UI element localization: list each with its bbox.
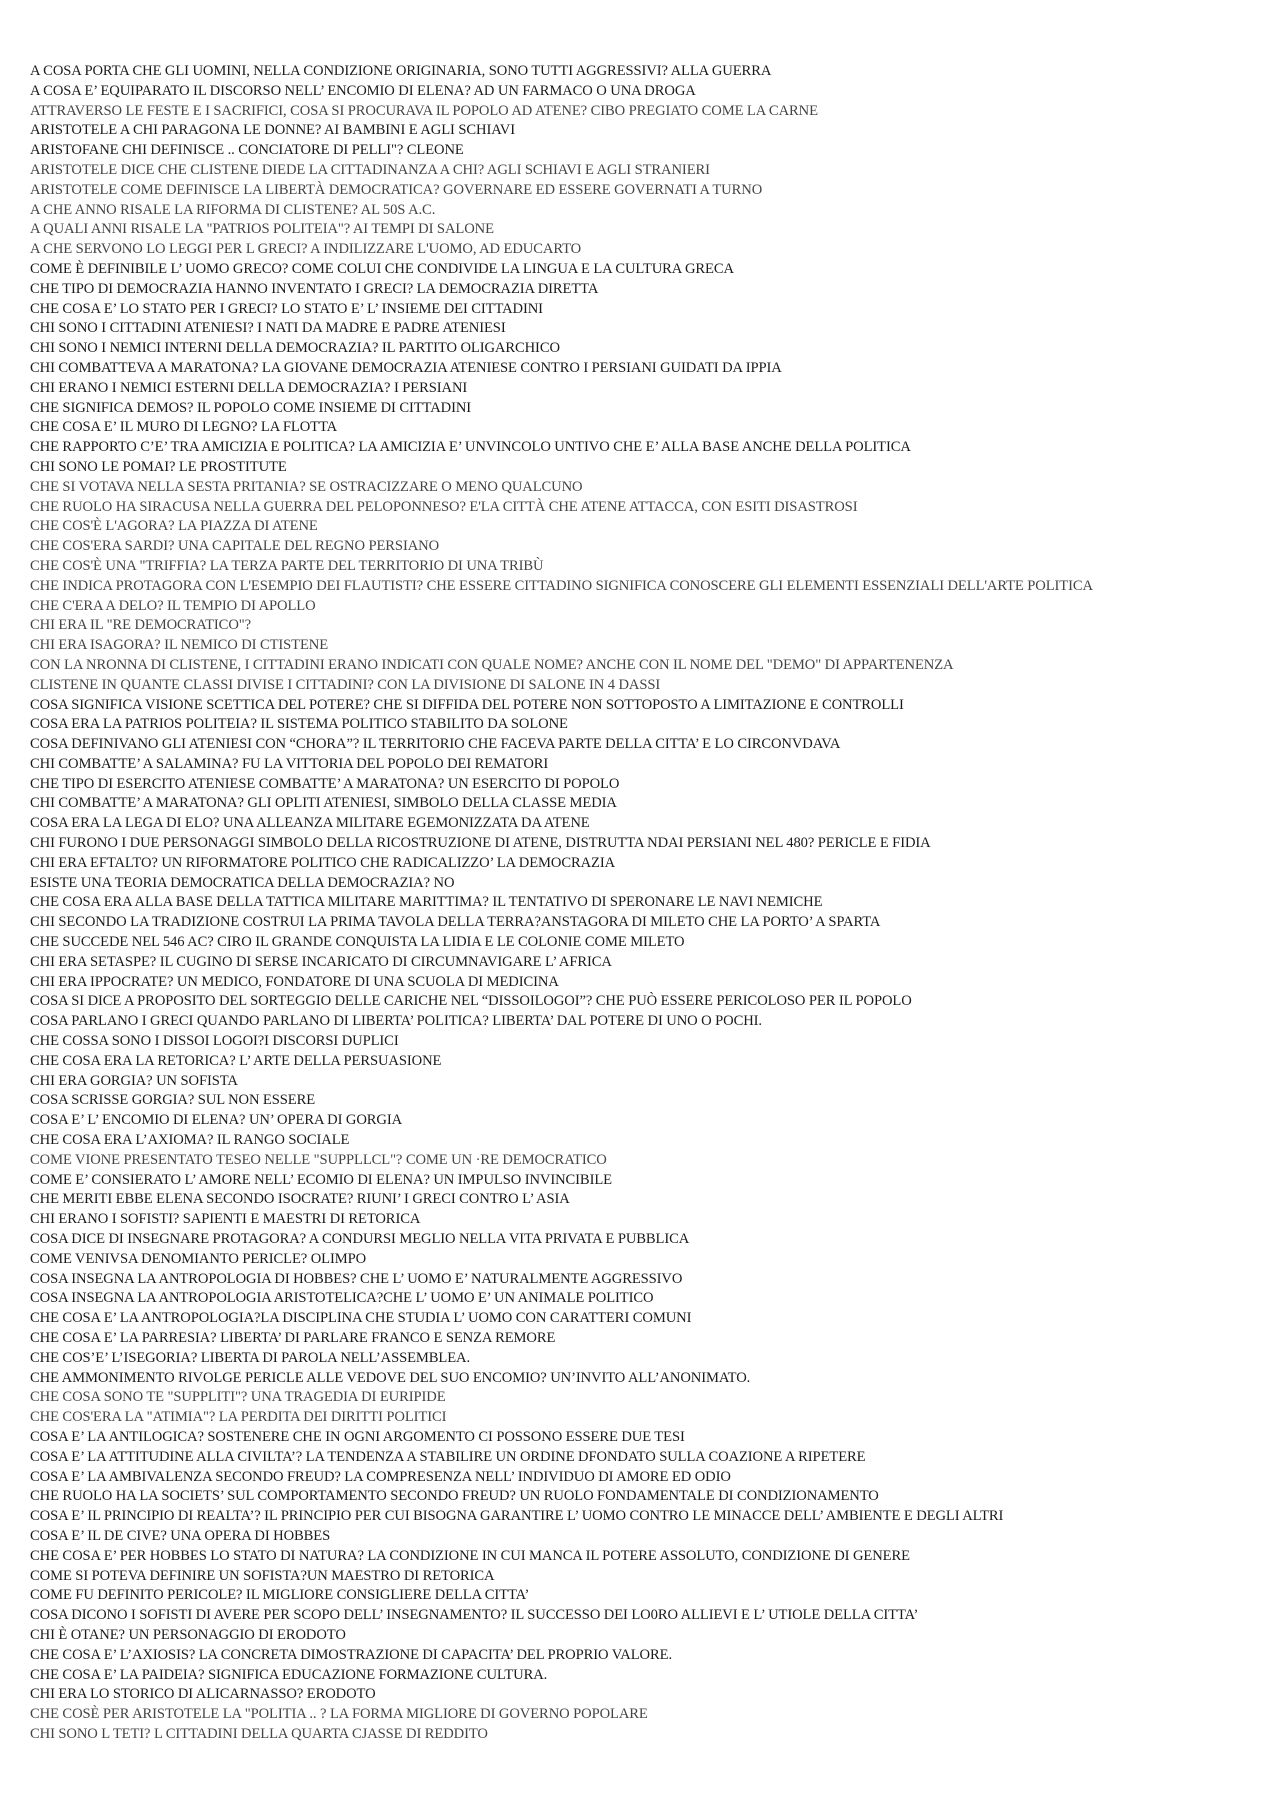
text-line: CHE COSA E’ IL MURO DI LEGNO? LA FLOTTA bbox=[30, 419, 338, 436]
text-line: COSA ERA LA PATRIOS POLITEIA? IL SISTEMA POLITICO STABILITO DA SOLONE bbox=[30, 716, 568, 733]
text-line: CHI ERA SETASPE? IL CUGINO DI SERSE INCARICATO DI CIRCUMNAVIGARE L’ AFRICA bbox=[30, 953, 612, 970]
text-line: CHE COSSA SONO I DISSOI LOGOI?I DISCORSI DUPLICI bbox=[30, 1033, 399, 1050]
text-line: CHE COS'ERA SARDI? UNA CAPITALE DEL REGNO PERSIANO bbox=[30, 538, 440, 555]
text-line: CHI ERA IPPOCRATE? UN MEDICO, FONDATORE DI UNA SCUOLA DI MEDICINA bbox=[30, 973, 559, 990]
text-line: CHE RUOLO HA SIRACUSA NELLA GUERRA DEL PELOPONNESO? E'LA CITTÀ CHE ATENE ATTACCA, CON ESITI DISASTROSI bbox=[30, 498, 858, 515]
text-line: CON LA NRONNA DI CLISTENE, I CITTADINI ERANO INDICATI CON QUALE NOME? ANCHE CON IL NOME DEL "DEMO" DI APPARTENENZA bbox=[30, 656, 954, 673]
text-line: COSA DICE DI INSEGNARE PROTAGORA? A CONDURSI MEGLIO NELLA VITA PRIVATA E PUBBLICA bbox=[30, 1231, 690, 1248]
text-line: CHI ERA ISAGORA? IL NEMICO DI CTISTENE bbox=[30, 637, 329, 654]
text-line: COSA E’ LA ANTILOGICA? SOSTENERE CHE IN OGNI ARGOMENTO CI POSSONO ESSERE DUE TESI bbox=[30, 1428, 685, 1445]
text-line: CHE SIGNIFICA DEMOS? IL POPOLO COME INSIEME DI CITTADINI bbox=[30, 399, 472, 416]
text-line: ATTRAVERSO LE FESTE E I SACRIFICI, COSA SI PROCURAVA IL POPOLO AD ATENE? CIBO PREGIATO COME LA CARNE bbox=[30, 102, 818, 119]
text-line: CHI FURONO I DUE PERSONAGGI SIMBOLO DELLA RICOSTRUZIONE DI ATENE, DISTRUTTA NDAI PERSIANI NEL 480? PERICLE E FIDIA bbox=[30, 835, 931, 852]
text-line: CHE COS'ERA LA "ATIMIA"? LA PERDITA DEI DIRITTI POLITICI bbox=[30, 1409, 447, 1426]
text-line: CHE COS’E’ L’ISEGORIA? LIBERTA DI PAROLA NELL’ASSEMBLEA. bbox=[30, 1349, 471, 1366]
text-line: CHI SONO L TETI? L CITTADINI DELLA QUARTA CJASSE DI REDDITO bbox=[30, 1725, 488, 1742]
text-line: CHE COSA E’ LA ANTROPOLOGIA?LA DISCIPLINA CHE STUDIA L’ UOMO CON CARATTERI COMUNI bbox=[30, 1310, 692, 1327]
text-line: COSA DICONO I SOFISTI DI AVERE PER SCOPO DELL’ INSEGNAMENTO? IL SUCCESSO DEI LO0RO ALLIEVI E L’ UTIOLE DELLA CITTA’ bbox=[30, 1607, 919, 1624]
text-line: CHE COSA ERA ALLA BASE DELLA TATTICA MILITARE MARITTIMA? IL TENTATIVO DI SPERONARE LE NAVI NEMICHE bbox=[30, 894, 823, 911]
text-line: COSA E’ LA AMBIVALENZA SECONDO FREUD? LA COMPRESENZA NELL’ INDIVIDUO DI AMORE ED ODIO bbox=[30, 1468, 731, 1485]
text-line: CHE COS'È UNA "TRIFFIA? LA TERZA PARTE DEL TERRITORIO DI UNA TRIBÙ bbox=[30, 557, 544, 574]
text-line: CHE COSA SONO TE "SUPPLITI"? UNA TRAGEDIA DI EURIPIDE bbox=[30, 1389, 446, 1406]
text-line: CHE TIPO DI ESERCITO ATENIESE COMBATTE’ A MARATONA? UN ESERCITO DI POPOLO bbox=[30, 775, 620, 792]
document-page bbox=[30, 62, 1255, 1745]
text-line: COSA DEFINIVANO GLI ATENIESI CON “CHORA”? IL TERRITORIO CHE FACEVA PARTE DELLA CITTA’ E LO CIRCONVDAVA bbox=[30, 736, 841, 753]
text-line: CHI SONO I CITTADINI ATENIESI? I NATI DA MADRE E PADRE ATENIESI bbox=[30, 320, 506, 337]
text-line: ESISTE UNA TEORIA DEMOCRATICA DELLA DEMOCRAZIA? NO bbox=[30, 874, 455, 891]
text-line: COME VENIVSA DENOMIANTO PERICLE? OLIMPO bbox=[30, 1250, 367, 1267]
text-line: CHE COSA E’ PER HOBBES LO STATO DI NATURA? LA CONDIZIONE IN CUI MANCA IL POTERE ASSOLUTO, CONDIZIONE DI GENERE bbox=[30, 1547, 910, 1564]
text-line: COSA SCRISSE GORGIA? SUL NON ESSERE bbox=[30, 1092, 316, 1109]
text-line: CHI ERANO I NEMICI ESTERNI DELLA DEMOCRAZIA? I PERSIANI bbox=[30, 379, 468, 396]
text-line: COME E’ CONSIERATO L’ AMORE NELL’ ECOMIO DI ELENA? UN IMPULSO INVINCIBILE bbox=[30, 1171, 612, 1188]
text-line: COSA SI DICE A PROPOSITO DEL SORTEGGIO DELLE CARICHE NEL “DISSOILOGOI”? CHE PUÒ ESSERE PERICOLOSO PER IL POPOLO bbox=[30, 993, 912, 1010]
text-line: ARISTOFANE CHI DEFINISCE .. CONCIATORE DI PELLI"? CLEONE bbox=[30, 142, 464, 159]
text-line: CHE MERITI EBBE ELENA SECONDO ISOCRATE? RIUNI’ I GRECI CONTRO L’ ASIA bbox=[30, 1191, 570, 1208]
text-line: CHE COSA ERA LA RETORICA? L’ ARTE DELLA PERSUASIONE bbox=[30, 1052, 442, 1069]
text-line: CLISTENE IN QUANTE CLASSI DIVISE I CITTADINI? CON LA DIVISIONE DI SALONE IN 4 DASSI bbox=[30, 676, 661, 693]
text-line: CHE COSÈ PER ARISTOTELE LA "POLITIA .. ? LA FORMA MIGLIORE DI GOVERNO POPOLARE bbox=[30, 1706, 648, 1723]
text-line: CHE C'ERA A DELO? IL TEMPIO DI APOLLO bbox=[30, 597, 316, 614]
text-line: ARISTOTELE A CHI PARAGONA LE DONNE? AI BAMBINI E AGLI SCHIAVI bbox=[30, 122, 515, 139]
text-line: CHE RAPPORTO C’E’ TRA AMICIZIA E POLITICA? LA AMICIZIA E’ UNVINCOLO UNTIVO CHE E’ ALLA BASE ANCHE DELLA POLITICA bbox=[30, 439, 911, 456]
text-line: CHI ERA LO STORICO DI ALICARNASSO? ERODOTO bbox=[30, 1686, 376, 1703]
text-line: CHE COS'È L'AGORA? LA PIAZZA DI ATENE bbox=[30, 518, 318, 535]
text-line: A QUALI ANNI RISALE LA "PATRIOS POLITEIA"? AI TEMPI DI SALONE bbox=[30, 221, 494, 238]
text-line: CHE AMMONIMENTO RIVOLGE PERICLE ALLE VEDOVE DEL SUO ENCOMIO? UN’INVITO ALL’ANONIMATO. bbox=[30, 1369, 751, 1386]
text-line: CHE COSA E’ LA PAIDEIA? SIGNIFICA EDUCAZIONE FORMAZIONE CULTURA. bbox=[30, 1666, 548, 1683]
text-line: COSA SIGNIFICA VISIONE SCETTICA DEL POTERE? CHE SI DIFFIDA DEL POTERE NON SOTTOPOSTO A LIMITAZIONE E CONTROLLI bbox=[30, 696, 904, 713]
text-line: COSA E’ IL PRINCIPIO DI REALTA’? IL PRINCIPIO PER CUI BISOGNA GARANTIRE L’ UOMO CONTRO LE MINACCE DELL’ AMBIENTE E DEGLI ALTRI bbox=[30, 1508, 1004, 1525]
text-line: ARISTOTELE DICE CHE CLISTENE DIEDE LA CITTADINANZA A CHI? AGLI SCHIAVI E AGLI STRANIERI bbox=[30, 161, 710, 178]
text-line: A COSA E’ EQUIPARATO IL DISCORSO NELL’ ENCOMIO DI ELENA? AD UN FARMACO O UNA DROGA bbox=[30, 82, 696, 99]
text-line: COME FU DEFINITO PERICOLE? IL MIGLIORE CONSIGLIERE DELLA CITTA’ bbox=[30, 1587, 530, 1604]
text-line: ARISTOTELE COME DEFINISCE LA LIBERTÀ DEMOCRATICA? GOVERNARE ED ESSERE GOVERNATI A TURNO bbox=[30, 181, 763, 198]
text-line: CHE TIPO DI DEMOCRAZIA HANNO INVENTATO I GRECI? LA DEMOCRAZIA DIRETTA bbox=[30, 280, 599, 297]
text-line: CHE RUOLO HA LA SOCIETS’ SUL COMPORTAMENTO SECONDO FREUD? UN RUOLO FONDAMENTALE DI CONDIZIONAMENTO bbox=[30, 1488, 879, 1505]
text-line: A COSA PORTA CHE GLI UOMINI, NELLA CONDIZIONE ORIGINARIA, SONO TUTTI AGGRESSIVI? ALLA GUERRA bbox=[30, 63, 772, 79]
text-line: CHI COMBATTE’ A SALAMINA? FU LA VITTORIA DEL POPOLO DEI REMATORI bbox=[30, 755, 549, 772]
text-line: CHI SECONDO LA TRADIZIONE COSTRUI LA PRIMA TAVOLA DELLA TERRA?ANSTAGORA DI MILETO CHE LA PORTO’ A SPARTA bbox=[30, 914, 881, 931]
text-line: CHI ERA GORGIA? UN SOFISTA bbox=[30, 1072, 238, 1089]
text-line: CHE SUCCEDE NEL 546 AC? CIRO IL GRANDE CONQUISTA LA LIDIA E LE COLONIE COME MILETO bbox=[30, 934, 685, 951]
text-line: CHE INDICA PROTAGORA CON L'ESEMPIO DEI FLAUTISTI? CHE ESSERE CITTADINO SIGNIFICA CONOSCERE GLI ELEMENTI ESSENZIALI DELL'ARTE POLITICA bbox=[30, 577, 1093, 594]
text-line: COSA E’ L’ ENCOMIO DI ELENA? UN’ OPERA DI GORGIA bbox=[30, 1112, 403, 1129]
text-line: CHE COSA E’ LO STATO PER I GRECI? LO STATO E’ L’ INSIEME DEI CITTADINI bbox=[30, 300, 543, 317]
text-line: COSA PARLANO I GRECI QUANDO PARLANO DI LIBERTA’ POLITICA? LIBERTA’ DAL POTERE DI UNO O POCHI. bbox=[30, 1013, 762, 1030]
text-line: COSA INSEGNA LA ANTROPOLOGIA DI HOBBES? CHE L’ UOMO E’ NATURALMENTE AGGRESSIVO bbox=[30, 1270, 683, 1287]
text-line: CHE COSA ERA L’AXIOMA? IL RANGO SOCIALE bbox=[30, 1132, 350, 1149]
text-line: COME VIONE PRESENTATO TESEO NELLE "SUPPLLCL"? COME UN ·RE DEMOCRATICO bbox=[30, 1151, 607, 1168]
text-line: A CHE ANNO RISALE LA RIFORMA DI CLISTENE? AL 50S A.C. bbox=[30, 201, 436, 218]
text-line: CHI COMBATTE’ A MARATONA? GLI OPLITI ATENIESI, SIMBOLO DELLA CLASSE MEDIA bbox=[30, 795, 617, 812]
text-line: CHI È OTANE? UN PERSONAGGIO DI ERODOTO bbox=[30, 1626, 346, 1643]
text-line: COME È DEFINIBILE L’ UOMO GRECO? COME COLUI CHE CONDIVIDE LA LINGUA E LA CULTURA GRECA bbox=[30, 260, 734, 277]
text-line: COSA E’ IL DE CIVE? UNA OPERA DI HOBBES bbox=[30, 1527, 331, 1544]
text-line: CHE SI VOTAVA NELLA SESTA PRITANIA? SE OSTRACIZZARE O MENO QUALCUNO bbox=[30, 478, 583, 495]
text-line: CHI ERANO I SOFISTI? SAPIENTI E MAESTRI DI RETORICA bbox=[30, 1211, 421, 1228]
text-line: COME SI POTEVA DEFINIRE UN SOFISTA?UN MAESTRO DI RETORICA bbox=[30, 1567, 495, 1584]
text-line: COSA INSEGNA LA ANTROPOLOGIA ARISTOTELICA?CHE L’ UOMO E’ UN ANIMALE POLITICO bbox=[30, 1290, 654, 1307]
text-line: CHI ERA EFTALTO? UN RIFORMATORE POLITICO CHE RADICALIZZO’ LA DEMOCRAZIA bbox=[30, 854, 616, 871]
text-line: CHE COSA E’ L’AXIOSIS? LA CONCRETA DIMOSTRAZIONE DI CAPACITA’ DEL PROPRIO VALORE. bbox=[30, 1646, 672, 1663]
text-line: CHI SONO LE POMAI? LE PROSTITUTE bbox=[30, 458, 287, 475]
text-line: CHI ERA IL "RE DEMOCRATICO"? bbox=[30, 617, 251, 634]
text-line: COSA E’ LA ATTITUDINE ALLA CIVILTA’? LA TENDENZA A STABILIRE UN ORDINE DFONDATO SULLA COAZIONE A RIPETERE bbox=[30, 1448, 866, 1465]
text-line: COSA ERA LA LEGA DI ELO? UNA ALLEANZA MILITARE EGEMONIZZATA DA ATENE bbox=[30, 815, 590, 832]
text-line: CHI COMBATTEVA A MARATONA? LA GIOVANE DEMOCRAZIA ATENIESE CONTRO I PERSIANI GUIDATI DA IPPIA bbox=[30, 359, 782, 376]
text-line: A CHE SERVONO LO LEGGI PER L GRECI? A INDILIZZARE L'UOMO, AD EDUCARTO bbox=[30, 241, 582, 258]
text-line: CHE COSA E’ LA PARRESIA? LIBERTA’ DI PARLARE FRANCO E SENZA REMORE bbox=[30, 1330, 556, 1346]
text-line: CHI SONO I NEMICI INTERNI DELLA DEMOCRAZIA? IL PARTITO OLIGARCHICO bbox=[30, 340, 560, 357]
